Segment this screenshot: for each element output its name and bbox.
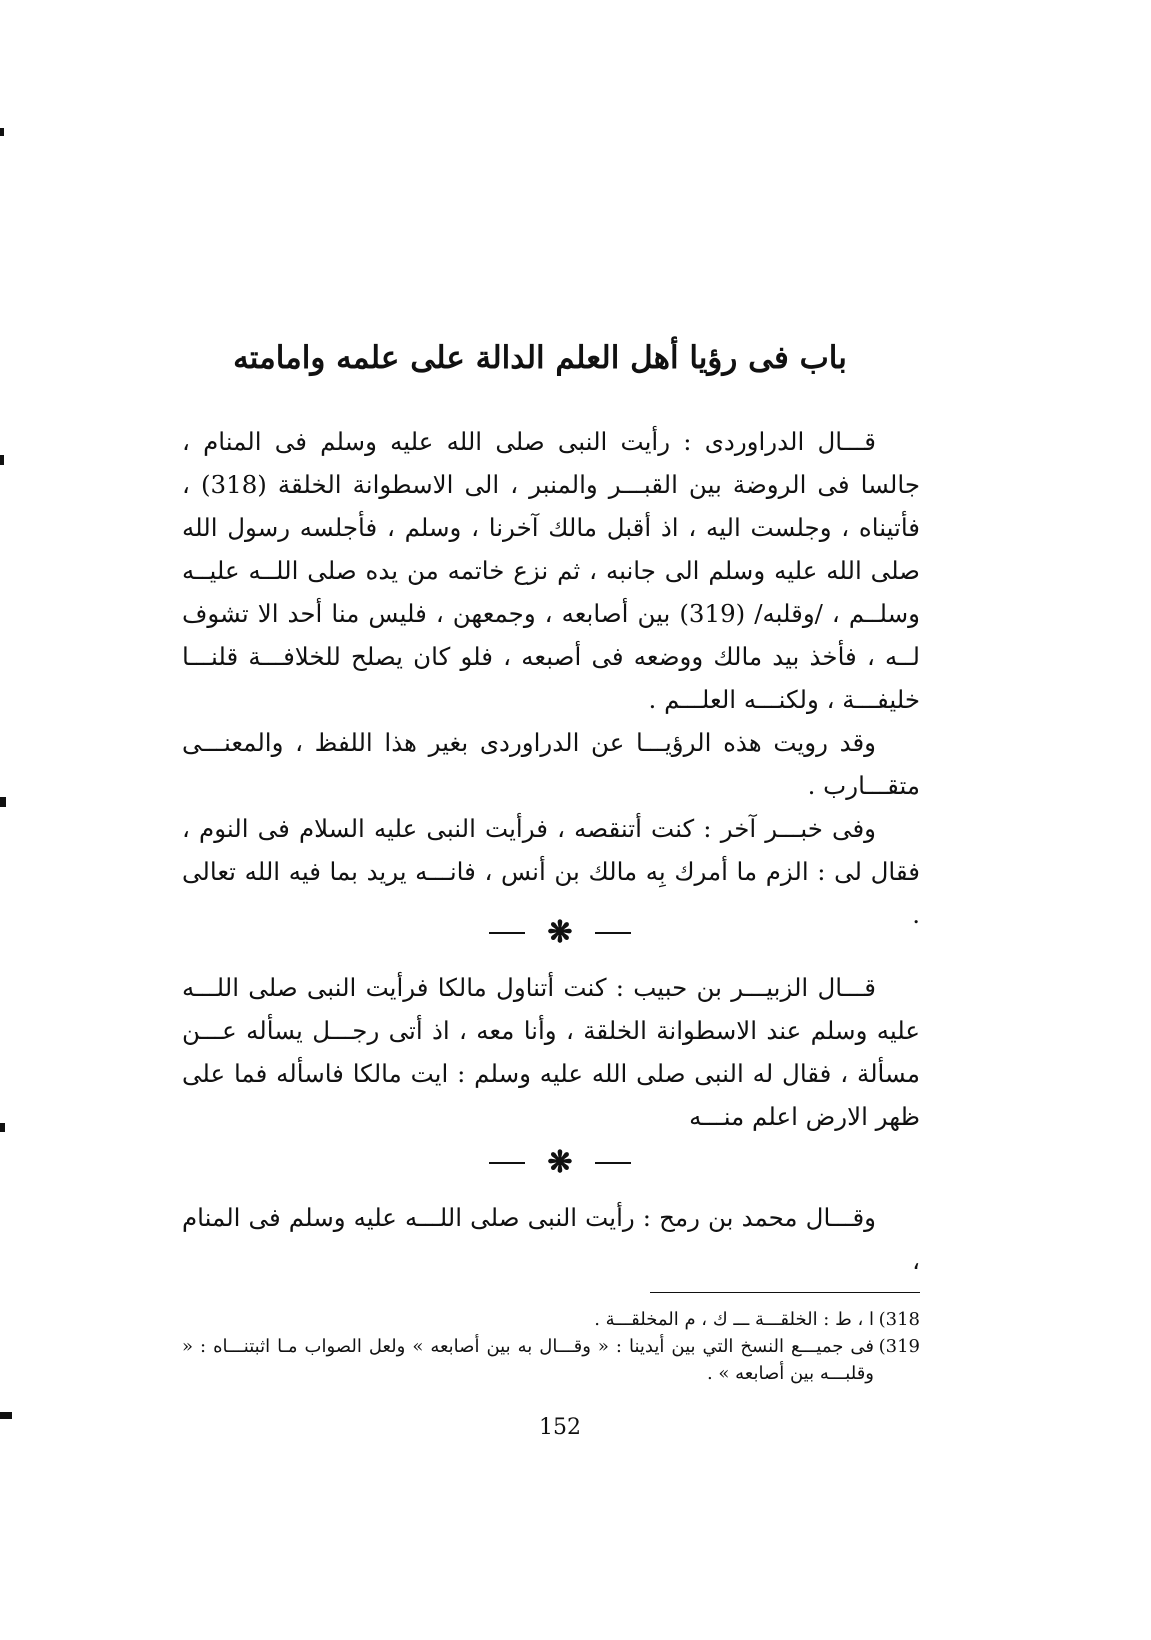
scan-edge-mark bbox=[0, 128, 4, 136]
scan-edge-mark bbox=[0, 455, 4, 465]
separator-dash bbox=[489, 932, 525, 934]
page-number: 152 bbox=[539, 1415, 581, 1440]
paragraph bbox=[182, 966, 920, 1138]
separator-dash bbox=[489, 1162, 525, 1164]
footnote bbox=[182, 1306, 920, 1333]
section-separator bbox=[460, 1145, 660, 1180]
footnote-number: (318 bbox=[878, 1309, 920, 1330]
paragraph-text: وفى خبـــر آخر : كنت أتنقصه ، فرأيت النبى عليه السلام فى النوم ، فقال لى : الزم ما أمرك بِه مالك بن أنس ، فانـــه يريد بما فيه الله تعالى . bbox=[182, 814, 920, 929]
paragraph-block-2 bbox=[182, 966, 920, 1138]
footnote bbox=[182, 1333, 920, 1387]
footnotes bbox=[182, 1306, 920, 1387]
separator-dash bbox=[595, 1162, 631, 1164]
paragraph-block-3 bbox=[182, 1196, 920, 1282]
footnote-text: ا ، ط : الخلقـــة ـــ ك ، م المخلقـــة . bbox=[594, 1309, 874, 1330]
paragraph-text: قـــال الدراوردى : رأيت النبى صلى الله عليه وسلم فى المنام ، جالسا فى الروضة بين القبـــر والمنبر ، الى الاسطوانة الخلقة (318) ، فأتيناه ، وجلست اليه ، اذ أقبل مالك آخرنا ، وسلم ، فأجلسه رسول الله صلى الله عليه وسلم الى جانبه ، ثم نزع خاتمه من يده صلى اللــه عليــه وسلــم ، /وقلبه/ (319) بين أصابعه ، وجمعهن ، فليس منا أحد الا تشوف لــه ، فأخذ بيد مالك ووضعه فى أصبعه ، فلو كان يصلح للخلافـــة قلنـــا خليفـــة ، ولكنـــه العلـــم . bbox=[182, 427, 920, 714]
scan-edge-mark bbox=[0, 797, 6, 807]
paragraph-block-1 bbox=[182, 420, 920, 936]
paragraph bbox=[182, 1196, 920, 1282]
separator-dash bbox=[595, 932, 631, 934]
paragraph-text: وقـــال محمد بن رمح : رأيت النبى صلى اللـــه عليه وسلم فى المنام ، bbox=[182, 1203, 920, 1275]
paragraph bbox=[182, 420, 920, 721]
footnote-text: فى جميـــع النسخ التي بين أيدينا : « وقـــال به بين أصابعه » ولعل الصواب مـا اثبتنـــاه : « وقلبـــه بين أصابعه » . bbox=[182, 1336, 874, 1384]
paragraph-text: وقد رويت هذه الرؤيـــا عن الدراوردى بغير هذا اللفظ ، والمعنـــى متقـــارب . bbox=[182, 728, 920, 800]
separator-star-icon: ❋ bbox=[547, 1145, 573, 1180]
footnote-number: (319 bbox=[878, 1336, 920, 1357]
paragraph bbox=[182, 721, 920, 807]
footnote-rule bbox=[650, 1292, 920, 1293]
scan-edge-mark bbox=[0, 1123, 5, 1132]
separator-star-icon: ❋ bbox=[547, 915, 573, 950]
scan-edge-mark bbox=[0, 1412, 12, 1419]
section-separator bbox=[460, 915, 660, 950]
chapter-heading: باب فى رؤيا أهل العلم الدالة على علمه وامامته bbox=[233, 340, 847, 376]
paragraph-text: قـــال الزبيـــر بن حبيب : كنت أتناول مالكا فرأيت النبى صلى اللـــه عليه وسلم عند الاسطوانة الخلقة ، وأنا معه ، اذ أتى رجـــل يسأله عـــن مسألة ، فقال له النبى صلى الله عليه وسلم : ايت مالكا فاسأله فما على ظهر الارض اعلم منـــه bbox=[182, 973, 920, 1131]
